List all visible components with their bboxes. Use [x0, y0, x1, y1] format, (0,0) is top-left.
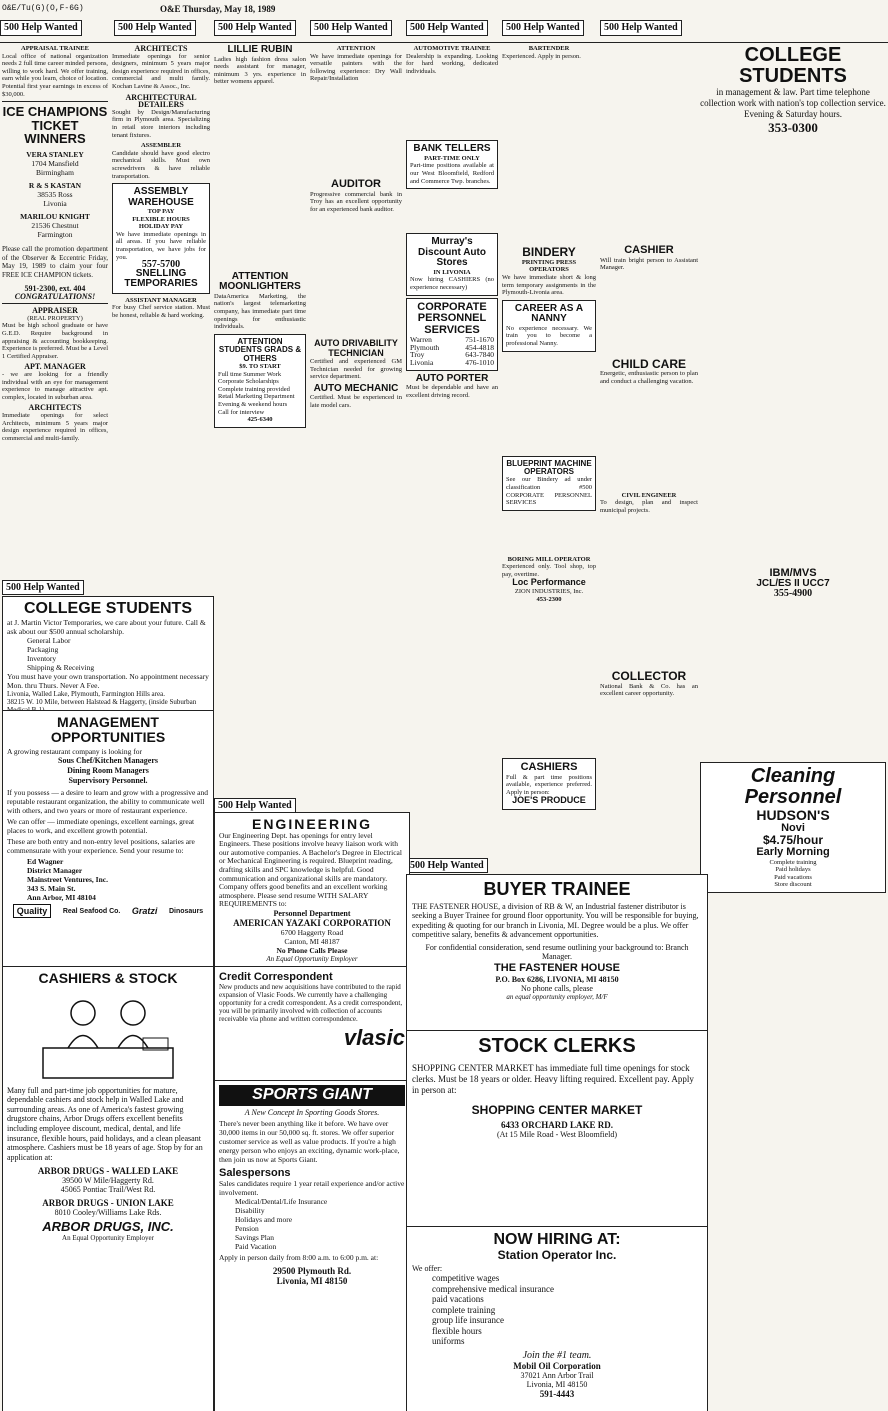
col-heading: 500 Help Wanted [406, 20, 488, 36]
ad-role: Sous Chef/Kitchen Managers [58, 756, 158, 766]
page-code: O&E/Tu(G)(O,F-6G) [2, 4, 84, 13]
store-address: 8010 Cooley/Williams Lake Rds. [54, 1208, 162, 1218]
listing-body: Certified and experienced GM Technician needed for growing service department. [310, 358, 402, 381]
ad-item: Retail Marketing Department [218, 393, 295, 401]
cashier-drawing-icon [33, 988, 183, 1083]
winner-city: Birmingham [36, 168, 74, 178]
ad-role: Salespersons [219, 1166, 291, 1179]
management-ad [2, 710, 214, 970]
ad-body: in management & law. Part time telephone collection work with nation's top collection service. Evening & Saturday hours. [700, 87, 886, 119]
ad-item: Inventory [27, 653, 57, 663]
ad-item: Store discount [774, 881, 812, 889]
ad-note: No Phone Calls Please [276, 946, 348, 956]
ad-item: flexible hours [432, 1325, 482, 1336]
listing-body: National Bank & Co. has an excellent career opportunity. [600, 682, 698, 698]
column-headings [0, 20, 888, 40]
office-phone: 454-4818 [465, 342, 494, 352]
ad-body: These are both entry and non-entry level positions, salaries are commensurate with your experience. Send your resume to: [7, 837, 195, 856]
col-heading: 500 Help Wanted [214, 20, 296, 36]
ad-title: ASSEMBLY WAREHOUSE [128, 186, 194, 208]
winner-address: 1704 Mansfield [31, 159, 79, 169]
ad-item: Complete training provided [218, 385, 290, 393]
ad-body: You must have your own transportation. No appointment necessary Mon. thru Thurs. Never A Fee. [7, 671, 209, 690]
ad-item: complete training [432, 1304, 496, 1315]
column-4 [310, 42, 402, 574]
listing-body: DataAmerica Marketing, the nation's largest telemarketing company, has immediate part time openings for enthusiastic individuals. [214, 292, 306, 331]
listing-title: ARCHITECTS [134, 44, 188, 53]
section-heading: 500 Help Wanted [2, 580, 84, 595]
ad-phone: 353-0300 [768, 120, 818, 135]
ad-address: Livonia, MI 48150 [276, 1275, 348, 1286]
ad-intro: at J. Martin Victor Temporaries, we care about your future. Call & ask about our $500 annual scholarship. [7, 617, 206, 636]
listing-body: Experienced only. Tool shop, top pay, overtime. [502, 563, 596, 578]
ad-item: Medical/Dental/Life Insurance [235, 1196, 328, 1206]
ice-winners [2, 105, 108, 300]
ad-title: Murray's Discount Auto Stores [418, 236, 486, 269]
ad-offer: We offer: [412, 1264, 443, 1274]
listing-collector [600, 670, 698, 698]
ad-body: If you possess — a desire to learn and grow with a progressive and reputable restaurant organization, the ability to communicate well with others, and two years or more of restaurant experience. [7, 788, 208, 816]
ad-city: Novi [781, 821, 805, 834]
ad-phone: 453-2300 [536, 595, 562, 603]
col-heading: 500 Help Wanted [502, 20, 584, 36]
ad-tagline: Join the #1 team. [522, 1349, 592, 1361]
ad-subtitle: IN LIVONIA [433, 268, 471, 276]
listing-subtitle: PRINTING PRESS OPERATORS [521, 258, 577, 274]
ad-subtitle: PART-TIME ONLY [424, 154, 480, 162]
column-7 [600, 42, 698, 910]
masthead [0, 0, 888, 43]
ad-address: (At 15 Mile Road - West Bloomfield) [496, 1129, 618, 1139]
nanny-ad [502, 300, 596, 352]
column-2 [112, 42, 210, 574]
ad-title: Cleaning Personnel [744, 765, 842, 809]
column-5 [406, 42, 498, 574]
blueprint-ad [502, 456, 596, 511]
college-telephone-ad [700, 44, 886, 135]
listing-assembler [112, 142, 210, 180]
page-dateline: O&E Thursday, May 18, 1989 [160, 4, 276, 14]
listing-bartender [502, 45, 596, 60]
ad-title: CASHIERS & STOCK [38, 970, 178, 986]
listing-appraisal [2, 45, 108, 98]
ad-body: For confidential consideration, send resume outlining your background to: Branch Manager. [425, 942, 689, 961]
listing-title: CHILD CARE [612, 356, 686, 371]
listing-body: - we are looking for a friendly individual with an eye for management experience to manage attractive apt. complex, located in suburban area. [2, 371, 108, 401]
column-3 [214, 42, 306, 574]
listing-body: Certified. Must be experienced in late model cars. [310, 394, 402, 410]
listing-title: AUTO MECHANIC [313, 382, 399, 394]
office-city: Warren [410, 335, 432, 345]
listing-title: CASHIER [624, 244, 674, 256]
ad-title: COLLEGE STUDENTS [23, 600, 192, 617]
listing-body: To design, plan and inspect municipal projects. [600, 499, 698, 514]
ad-company: SHOPPING CENTER MARKET [471, 1103, 643, 1117]
ad-item: Savings Plan [235, 1232, 274, 1242]
listing-body: Immediate openings for senior designers, minimum 5 years major design experience required in offices, commercial and multi family. Kochan Lavine & Assoc., Inc. [112, 52, 210, 90]
ad-phone: 557-5700 [141, 259, 181, 271]
logo-quality: Quality [13, 904, 52, 918]
contact-line: District Manager [27, 866, 83, 876]
winner-name: R & S KASTAN [28, 181, 82, 191]
ad-tagline: A New Concept In Sporting Goods Stores. [244, 1107, 380, 1117]
listing-drivability [310, 339, 402, 381]
ice-claim: Please call the promotion department of the Observer & Eccentric Friday, May 19, 1989 to claim your four FREE ICE CHAMPION tickets. [2, 245, 108, 279]
ad-subtitle: Station Operator Inc. [497, 1247, 617, 1262]
listing-body: Must be dependable and have an excellent driving record. [406, 384, 498, 399]
listing-body: Dealership is expanding. Looking for hard working, dedicated individuals. [406, 52, 498, 75]
listing-title: BINDERY [522, 245, 576, 260]
ad-body: Sales candidates require 1 year retail experience and/or active involvement. [219, 1178, 405, 1197]
ad-item: Paid vacations [774, 873, 812, 881]
office-phone: 476-1010 [465, 357, 494, 367]
ad-item: HOLIDAY PAY [138, 223, 184, 231]
ad-company: JOE'S PRODUCE [512, 795, 586, 806]
ice-title: ICE CHAMPIONS TICKET WINNERS [2, 104, 108, 147]
ad-body: Our Engineering Dept. has openings for entry level Engineers. These positions involve heavy liaison work with our automotive companies. A Bachelor's Degree in Electrical or Mechanical Engineering is required. Blueprint reading, drafting skills and SPC knowledge is helpful. Good communication and organizational skills are mandatory. Company offers good benefits and an excellent working atmosphere. Please send resume WITH SALARY REQUIREMENTS to: [219, 830, 402, 909]
store-name: ARBOR DRUGS - WALLED LAKE [37, 1166, 179, 1177]
ad-title: Credit Correspondent [219, 971, 333, 983]
listing-body: Energetic, enthusiastic person to plan and conduct a challenging vacation. [600, 370, 698, 385]
ad-body: SHOPPING CENTER MARKET has immediate full time openings for stock clerks. Must be 18 years or older. Heavy lifting required. Excellent pay. Apply in person at: [412, 1063, 694, 1095]
office-city: Troy [410, 350, 425, 360]
listing-body: For busy Chef service station. Must be honest, reliable & hard working. [112, 304, 210, 320]
listing-title: ASSEMBLER [140, 142, 182, 150]
ad-eoe: An Equal Opportunity Employer [266, 955, 358, 964]
listing-civil-engineer [600, 492, 698, 515]
ad-body: There's never been anything like it before. We have over 30,000 items in our 50,000 sq. ft. stores. We offer superior customer service as well as value products. If you're a high energy person who enjoys an exciting, dynamic work-place, then join us now at Sports Giant. [219, 1118, 400, 1164]
brand-logo: ARBOR DRUGS, INC. [42, 1219, 174, 1235]
ad-address: 29500 Plymouth Rd. [272, 1265, 352, 1276]
stock-clerks-ad [406, 1030, 708, 1232]
listing-body: Candidate should have good electro mechanical skills. Must own screwdrivers & have reliable transportation. [112, 149, 210, 180]
ad-contact: Personnel Department [273, 909, 351, 919]
ad-item: Holidays and more [235, 1214, 293, 1224]
ad-address: Livonia, MI 48150 [526, 1379, 588, 1389]
ad-title: BUYER TRAINEE [483, 879, 631, 899]
column-6 [502, 42, 596, 910]
college-students-ad [2, 596, 214, 714]
listing-body: Immediate openings for select Architects, minimum 5 years major design experience required in offices, commercial and multi-family. [2, 411, 108, 442]
logo-gratzi: Gratzi [131, 906, 158, 917]
listing-title: ASSISTANT MANAGER [125, 296, 197, 304]
ad-body: Full & part time positions available, experience preferred. Apply in person: [506, 773, 592, 796]
contact-line: Mainstreet Ventures, Inc. [27, 875, 108, 885]
ad-item: uniforms [432, 1336, 465, 1347]
ad-body: Part-time positions available at our West Bloomfield, Redford and Commerce Twp. branches. [410, 162, 494, 185]
bank-tellers-ad [406, 140, 498, 189]
listing-body: Ladies high fashion dress salon needs assistant for manager, minimum 3 yrs. experience in better womens apparel. [214, 55, 306, 86]
ad-eoe: An Equal Opportunity Employer [62, 1234, 154, 1243]
listing-body: Will train bright person to Assistant Manager. [600, 256, 698, 272]
winner-name: VERA STANLEY [26, 150, 84, 160]
vlasic-logo: vlasic [343, 1025, 405, 1050]
ad-body: We can offer — immediate openings, excellent earnings, great places to work, and excellent growth potential. [7, 817, 195, 836]
listing-body: Progressive commercial bank in Troy has an excellent opportunity for an experienced bank auditor. [310, 190, 402, 213]
office-phone: 643-7840 [465, 350, 494, 360]
store-name: ARBOR DRUGS - UNION LAKE [42, 1198, 174, 1209]
contact-line: 343 S. Main St. [27, 884, 76, 894]
ad-role: Dining Room Managers [67, 766, 149, 776]
listing-title: LILLIE RUBIN [227, 44, 293, 55]
ad-item: paid vacations [432, 1294, 484, 1305]
listing-lillie [214, 45, 306, 86]
ad-item: Evening & weekend hours [218, 400, 288, 408]
buyer-trainee-ad [406, 874, 708, 1036]
listing-auditor [310, 179, 402, 213]
ad-title: IBM/MVS [769, 566, 817, 579]
ad-item: Paid holidays [775, 866, 811, 874]
ad-company: Loc Performance [512, 577, 586, 588]
contact-line: Ann Arbor, MI 48104 [27, 893, 96, 903]
murrays-ad [406, 233, 498, 295]
students-ad [214, 334, 306, 428]
section-heading: 500 Help Wanted [406, 858, 488, 873]
ad-body: See our Bindery ad under classification #500 CORPORATE PERSONNEL SERVICES [506, 476, 592, 507]
office-city: Plymouth [410, 342, 440, 352]
ad-body: New products and new acquisitions have contributed to the rapid expansion of Vlasic Foods. We currently have a challenging opportunity for a credit correspondent. As a credit correspondent, you will be primarily involved with collection of accounts receivable via phone and written correspondence. [219, 983, 403, 1023]
mobil-ad [406, 1226, 708, 1411]
ad-subtitle: JCL/ES II UCC7 [756, 578, 830, 590]
listing-apt [2, 363, 108, 401]
ad-title: BANK TELLERS [413, 143, 491, 155]
ad-item: Call for interview [218, 408, 265, 416]
listing-cashier [600, 245, 698, 272]
ad-address: Canton, MI 48187 [284, 937, 340, 947]
ad-company: AMERICAN YAZAKI CORPORATION [233, 918, 391, 929]
ad-body: Now hiring CASHIERS (no experience necessary) [410, 276, 494, 291]
column-1 [2, 42, 108, 574]
ad-item: Complete training [769, 858, 817, 866]
ad-item: Shipping & Receiving [27, 662, 95, 672]
store-address: 39500 W Mile/Haggerty Rd. [62, 1176, 154, 1186]
listing-title: CIVIL ENGINEER [621, 491, 677, 499]
cashier-illustration [7, 986, 209, 1086]
ad-item: Pension [235, 1223, 259, 1233]
winner-city: Farmington [37, 230, 73, 240]
listing-architects-2 [112, 45, 210, 91]
ad-address: 6700 Haggerty Road [280, 928, 344, 938]
ibm-ad [700, 568, 886, 598]
ad-item: Packaging [27, 644, 59, 654]
ad-address: 37021 Ann Arbor Trail [520, 1370, 594, 1380]
ad-phone: 425-6340 [247, 416, 273, 424]
listing-title: AUTO PORTER [415, 372, 489, 384]
ad-item: comprehensive medical insurance [432, 1283, 554, 1294]
listing-body: We have immediate openings for versatile painters with the following experience: Dry Wall Repair/Installation [310, 52, 402, 83]
ad-subtitle: ZION INDUSTRIES, Inc. [514, 587, 584, 595]
listing-body: Sought by Design/Manufacturing firm in Plymouth area. Specializing in retail store interiors including tenant fixtures. [112, 108, 210, 139]
ad-note: No phone calls, please [521, 983, 593, 993]
col-heading: 500 Help Wanted [310, 20, 392, 36]
listing-appraiser [2, 307, 108, 360]
ad-title: COLLEGE STUDENTS [739, 44, 847, 87]
winner-name: MARILOU KNIGHT [20, 212, 90, 222]
ad-item: TOP PAY [147, 208, 175, 216]
col-heading: 500 Help Wanted [114, 20, 196, 36]
listing-body: Local office of national organization needs 2 full time career minded persons, willing to work hard. We offer training, earn while you learn, choice of location. Potential first year earnings in excess of $30,000. [2, 52, 108, 98]
listing-title: ATTENTION [336, 45, 376, 52]
listing-title: BARTENDER [528, 45, 570, 52]
office-city: Livonia [410, 357, 434, 367]
ad-address: Livonia, Walled Lake, Plymouth, Farmington Hills area. [7, 689, 165, 698]
ad-phone: 355-4900 [773, 587, 813, 599]
ad-address: 38215 W. 10 Mile, between Halstead & Haggerty, (inside Suburban [7, 697, 197, 706]
ad-body: No experience necessary. We train you to become a professional Nanny. [506, 324, 592, 347]
ad-title: SPORTS GIANT [219, 1085, 405, 1106]
listing-body: We have immediate short & long term temporary assignments in the Plymouth-Livonia area. [502, 273, 596, 297]
listing-body: Must be high school graduate or have G.E.D. Require background in appraising & accounting bookkeeping. Experience is preferred. Must be a Level 1 Certified Appraiser. [2, 322, 108, 360]
listing-bindery [502, 246, 596, 297]
ad-title: STOCK CLERKS [478, 1035, 636, 1057]
listing-auto-trainee [406, 45, 498, 75]
listing-title: ARCHITECTS [28, 403, 82, 413]
ad-eoe: an equal opportunity employer, M/F [506, 992, 608, 1001]
ad-company: THE FASTENER HOUSE [494, 962, 620, 975]
corporate-personnel-ad [406, 298, 498, 371]
ad-title: NOW HIRING AT: [493, 1231, 621, 1248]
ad-item: competitive wages [432, 1273, 500, 1284]
ad-address: P.O. Box 6286, LIVONIA, MI 48150 [495, 974, 619, 984]
listing-title: AUTO DRIVABILITY TECHNICIAN [314, 338, 398, 358]
listing-title: APT. MANAGER [24, 362, 86, 372]
logo-real-seafood: Real Seafood Co. [62, 907, 121, 915]
ad-title: CASHIERS [520, 761, 578, 774]
winner-address: 38535 Ross [37, 190, 73, 200]
ad-company: HUDSON'S [756, 807, 830, 824]
winner-city: Livonia [43, 199, 67, 209]
col-heading: 500 Help Wanted [600, 20, 682, 36]
store-address: 45065 Pontiac Trail/West Rd. [60, 1185, 156, 1195]
ad-item: Disability [235, 1205, 265, 1215]
ad-item: FLEXIBLE HOURS [132, 215, 190, 223]
ad-title: CAREER AS A NANNY [514, 302, 584, 325]
ad-phone: 591-4443 [539, 1388, 575, 1399]
listing-mechanic [310, 384, 402, 410]
ad-title: BLUEPRINT MACHINE OPERATORS [506, 458, 592, 476]
ad-intro: A growing restaurant company is looking for [7, 747, 142, 757]
ad-title: MANAGEMENT OPPORTUNITIES [50, 714, 166, 745]
assembly-ad [112, 183, 210, 294]
office-phone: 751-1670 [465, 335, 494, 345]
listing-title: ATTENTION MOONLIGHTERS [219, 270, 301, 293]
engineering-ad [214, 812, 410, 972]
ad-item: Full time Summer Work [218, 370, 282, 378]
ad-body: THE FASTENER HOUSE, a division of RB & W, an Industrial fastener distributor is seeking a Buyer Trainee for ground floor opportunity. You will be responsible for buying, expediting & quoting for our branch in Livonia, MI. Degree would be a plus. We offer competitive salary, benefits & advancement opportunities. [412, 901, 699, 940]
ad-body: Many full and part-time job opportunities for mature, dependable cashiers and stock help in Walled Lake and surrounding areas. As one of America's fastest growing drugstore chains, Arbor Drugs offers excellent benefits including employee discount, medical, dental, and life insurance, flexible hours, paid holidays, and a clean pleasant atmosphere. Cashiers must be 18 years of age. Stop by for an application at: [7, 1085, 203, 1162]
sports-giant-ad [214, 1080, 410, 1411]
listing-title: AUTOMOTIVE TRAINEE [413, 45, 491, 52]
listing-childcare [600, 358, 698, 386]
ad-company: SNELLING TEMPORARIES [124, 267, 198, 290]
ad-company: Mobil Oil Corporation [513, 1360, 601, 1371]
listing-assistant [112, 297, 210, 320]
cashiers-stock-ad [2, 966, 214, 1411]
listing-title: COLLECTOR [611, 669, 687, 684]
listing-auto-porter [406, 374, 498, 400]
ad-body: We have immediate openings in all areas. If you have reliable transportation, we have jobs for you. [116, 230, 206, 261]
listing-subtitle: (REAL PROPERTY) [27, 314, 83, 322]
cleaning-ad [700, 762, 886, 893]
listing-body: Experienced. Apply in person. [502, 52, 581, 60]
listing-moonlighters [214, 272, 306, 331]
listing-boring [502, 556, 596, 603]
ad-address: 6433 ORCHARD LAKE RD. [500, 1119, 613, 1130]
ice-phone: 591-2300, ext. 404 [24, 284, 86, 294]
listing-title: APPRAISAL TRAINEE [21, 45, 89, 52]
ad-item: group life insurance [432, 1315, 504, 1326]
ad-item: Corporate Scholarships [218, 378, 279, 386]
listing-detailers [112, 94, 210, 140]
section-heading: 500 Help Wanted [214, 798, 296, 813]
ad-role: Supervisory Personnel. [68, 776, 148, 786]
ad-subtitle: $9. TO START [239, 363, 281, 371]
col-heading: 500 Help Wanted [0, 20, 82, 36]
ad-apply: Apply in person daily from 8:00 a.m. to 6:00 p.m. at: [219, 1252, 379, 1262]
listing-title: ARCHITECTURAL DETAILERS [125, 92, 197, 110]
ad-item: Paid Vacation [235, 1241, 277, 1251]
contact-line: Ed Wagner [27, 857, 64, 867]
ad-title: CORPORATE PERSONNEL SERVICES [417, 300, 487, 336]
cashiers-produce-ad [502, 758, 596, 810]
ice-congrats: CONGRATULATIONS! [14, 291, 96, 301]
column-8 [700, 42, 886, 1407]
credit-ad [214, 966, 410, 1086]
listing-title: BORING MILL OPERATOR [507, 555, 591, 563]
ad-title: ENGINEERING [251, 816, 372, 832]
listing-architects [2, 404, 108, 442]
listing-title: AUDITOR [331, 177, 381, 190]
listing-title: APPRAISER [32, 306, 78, 316]
logo-dinosaurs: Dinosaurs [168, 907, 204, 915]
ad-title: ATTENTION STUDENTS GRADS & OTHERS [218, 336, 302, 363]
ad-wage: $4.75/hour [762, 833, 824, 848]
ad-item: General Labor [27, 635, 71, 645]
ad-hours: Early Morning [756, 846, 830, 859]
listing-attention [310, 45, 402, 83]
winner-address: 21536 Chestnut [31, 221, 79, 231]
